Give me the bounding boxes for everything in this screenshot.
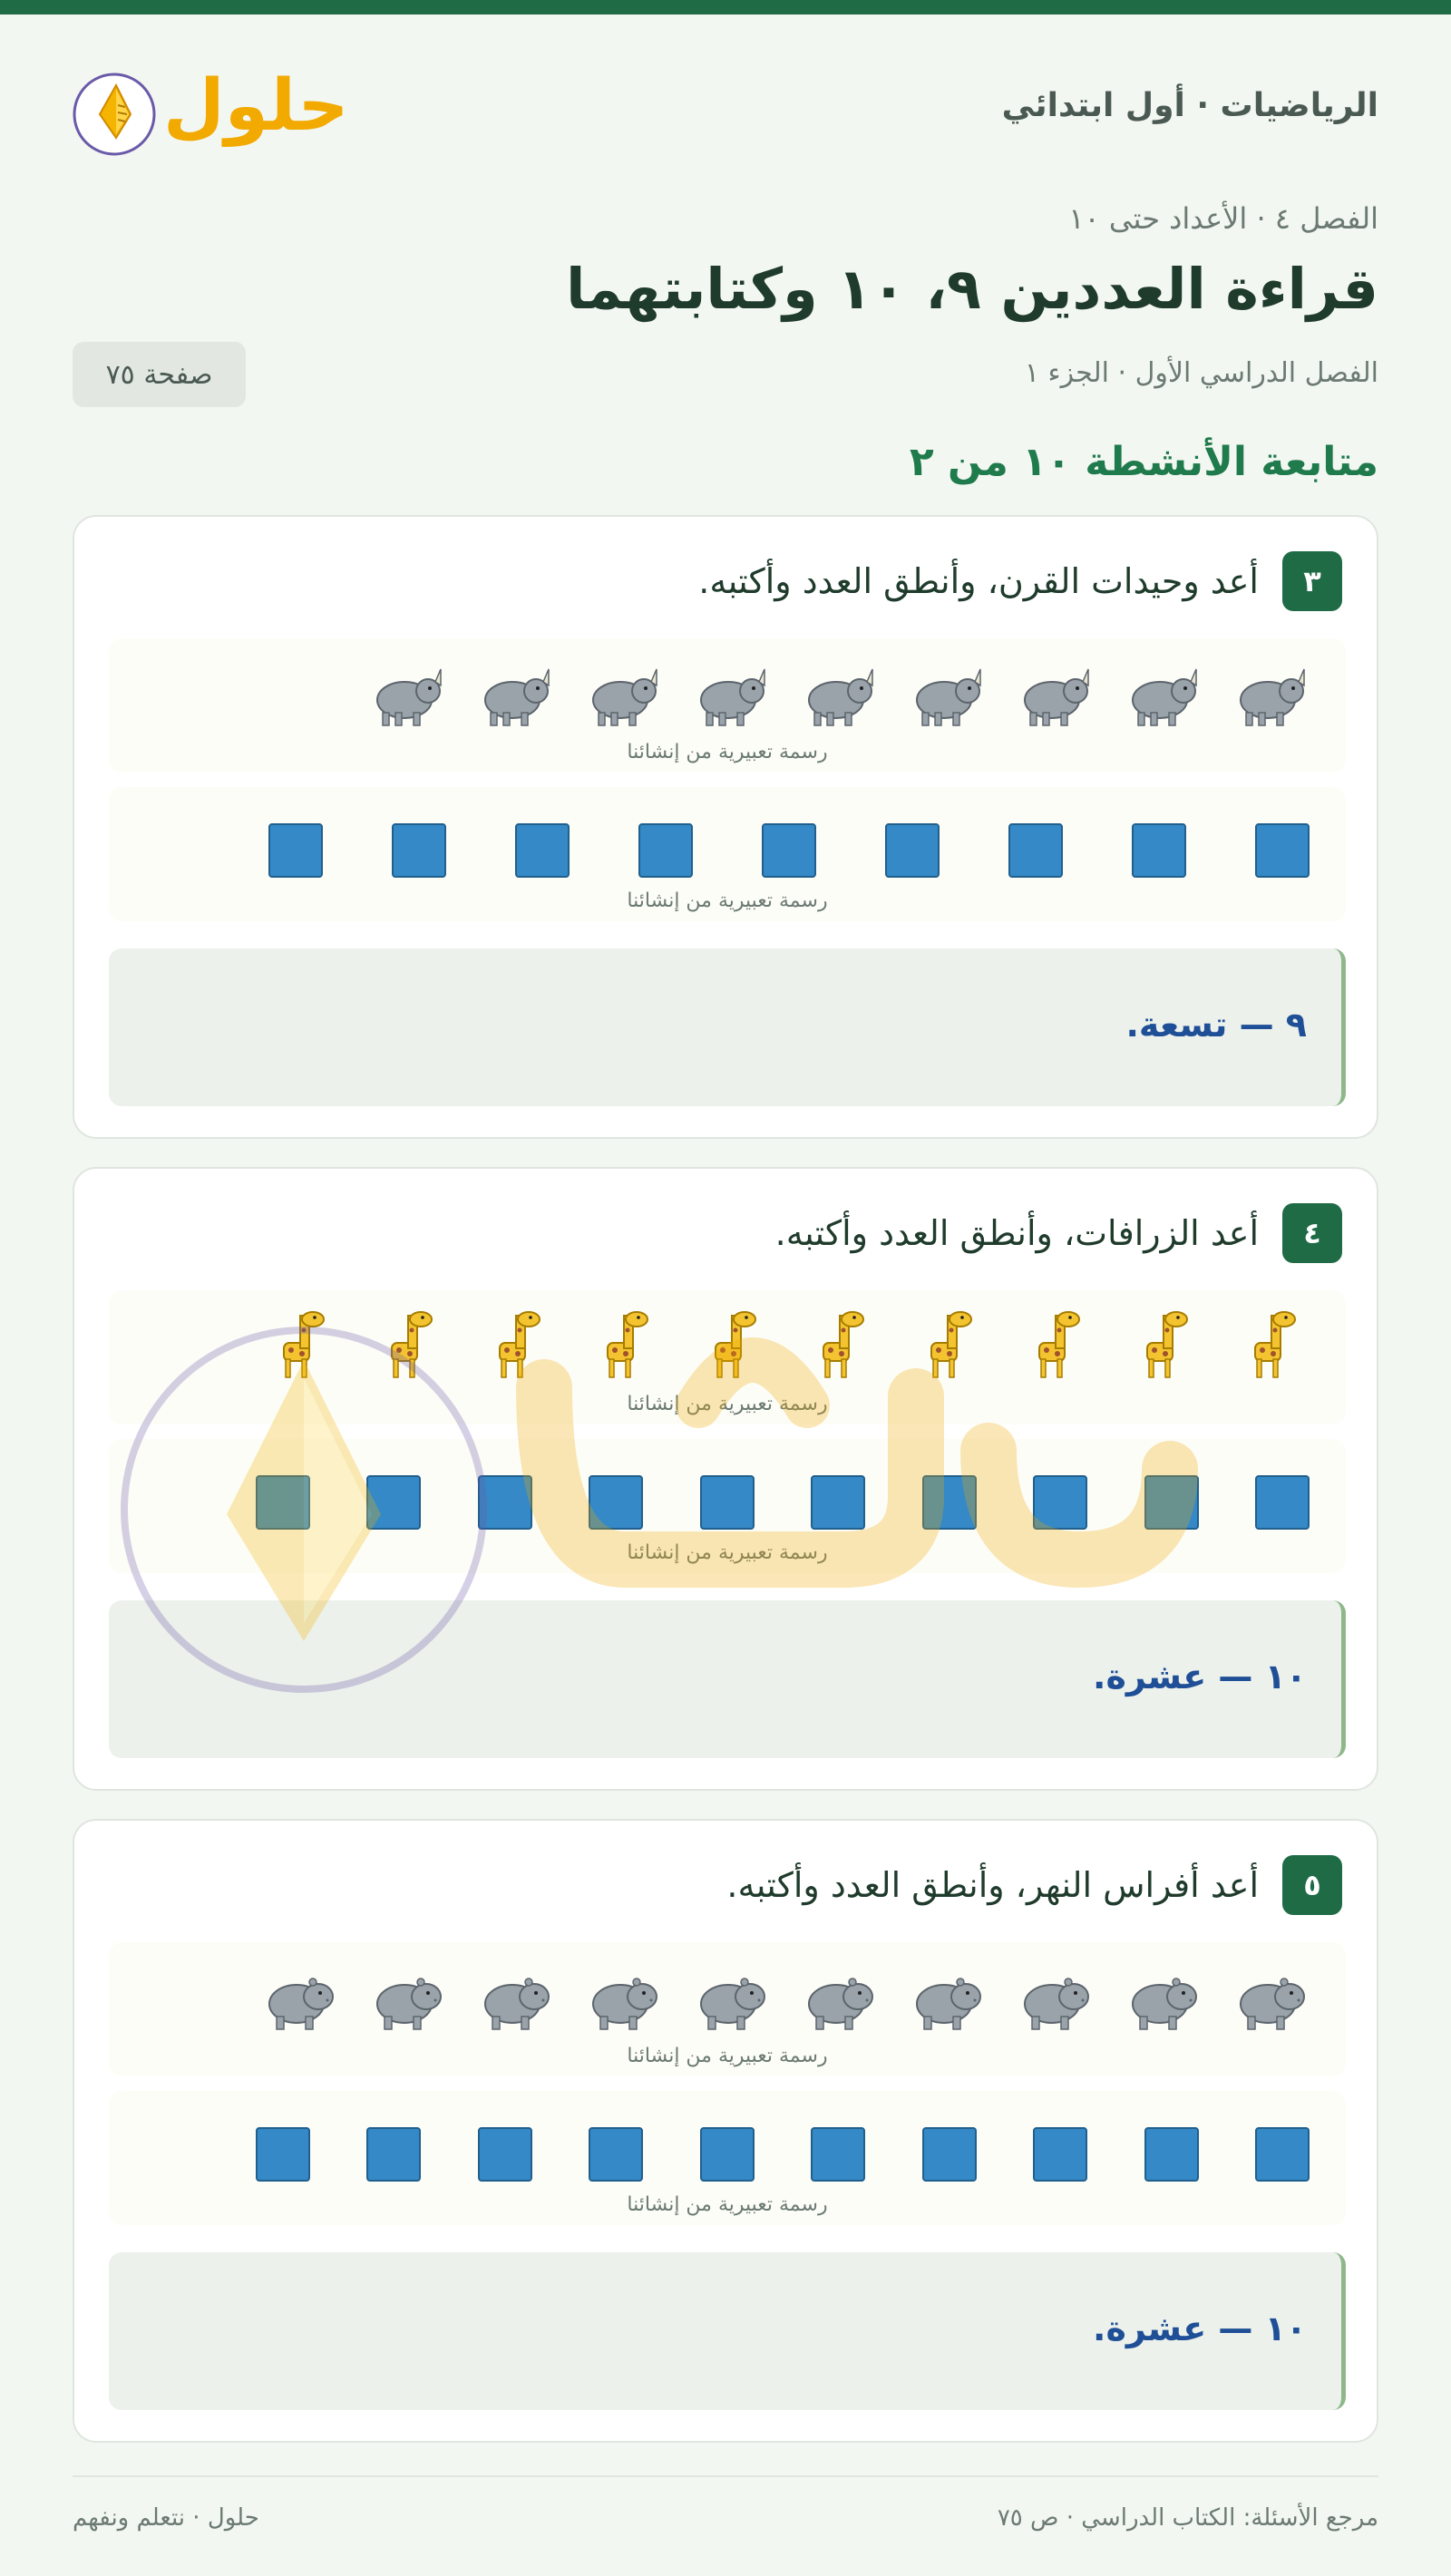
giraffe-icon	[908, 1307, 988, 1383]
question-number: ٥	[1282, 1855, 1342, 1915]
rhino-icon	[692, 655, 772, 731]
counter-square	[589, 1475, 643, 1530]
rhino-icon	[908, 655, 988, 731]
illustration-caption: رسمة تعبيرية من إنشائنا	[627, 741, 828, 763]
question-number: ٤	[1282, 1203, 1342, 1263]
counter-square	[1008, 823, 1063, 878]
rhino-icon	[800, 655, 880, 731]
rhino-icon	[368, 655, 448, 731]
counter-square	[256, 2127, 310, 2182]
question-header	[698, 551, 1342, 611]
animal-illustration-strip	[109, 638, 1346, 773]
giraffe-icon	[800, 1307, 880, 1383]
counter-square	[392, 823, 446, 878]
question-card	[73, 1819, 1378, 2443]
hippo-icon	[908, 1959, 988, 2035]
giraffe-icon	[476, 1307, 556, 1383]
counter-squares-strip	[109, 1439, 1346, 1573]
counter-square	[366, 1475, 421, 1530]
counter-square	[922, 1475, 977, 1530]
answer-box	[109, 948, 1346, 1106]
rhino-icon	[1016, 655, 1096, 731]
answer-box	[109, 2252, 1346, 2410]
counter-square	[256, 1475, 310, 1530]
hippo-icon	[1124, 1959, 1203, 2035]
footer-brand: حلول · نتعلم ونفهم	[73, 2504, 259, 2532]
giraffe-icon	[1016, 1307, 1096, 1383]
counter-square	[1033, 1475, 1087, 1530]
animal-row	[109, 1959, 1346, 2035]
giraffe-icon	[368, 1307, 448, 1383]
animal-row	[109, 1307, 1346, 1383]
answer-box	[109, 1600, 1346, 1758]
answer-text: ٩ — تسعة.	[1125, 1005, 1307, 1045]
giraffe-icon	[1232, 1307, 1311, 1383]
answer-text: ١٠ — عشرة.	[1093, 1657, 1307, 1696]
hippo-icon	[692, 1959, 772, 2035]
counter-square	[885, 823, 940, 878]
question-header	[726, 1855, 1342, 1915]
counter-square	[811, 2127, 865, 2182]
question-text: أعد وحيدات القرن، وأنطق العدد وأكتبه.	[698, 561, 1259, 601]
animal-illustration-strip	[109, 1942, 1346, 2076]
counter-squares-strip	[109, 2091, 1346, 2225]
counter-square	[1255, 823, 1310, 878]
rhino-icon	[1232, 655, 1311, 731]
page-number-badge: صفحة ٧٥	[73, 342, 246, 407]
footer-divider	[73, 2475, 1378, 2477]
counter-square	[922, 2127, 977, 2182]
hippo-icon	[368, 1959, 448, 2035]
counter-square	[811, 1475, 865, 1530]
counter-square	[478, 2127, 532, 2182]
counter-square	[762, 823, 816, 878]
counter-squares-row	[109, 1455, 1346, 1531]
question-header	[775, 1203, 1342, 1263]
counter-square	[515, 823, 570, 878]
counter-squares-row	[109, 2107, 1346, 2183]
answer-text: ١٠ — عشرة.	[1093, 2309, 1307, 2348]
hippo-icon	[260, 1959, 340, 2035]
hippo-icon	[1232, 1959, 1311, 2035]
hippo-icon	[800, 1959, 880, 2035]
counter-squares-strip	[109, 787, 1346, 921]
rhino-icon	[584, 655, 664, 731]
counter-square	[478, 1475, 532, 1530]
hippo-icon	[1016, 1959, 1096, 2035]
semester-label: الفصل الدراسي الأول · الجزء ١	[1024, 357, 1378, 389]
counter-square	[1033, 2127, 1087, 2182]
hippo-icon	[584, 1959, 664, 2035]
page-header	[73, 62, 1378, 161]
giraffe-icon	[584, 1307, 664, 1383]
counter-square	[1132, 823, 1186, 878]
rhino-icon	[476, 655, 556, 731]
counter-square	[1255, 2127, 1310, 2182]
question-text: أعد الزرافات، وأنطق العدد وأكتبه.	[774, 1213, 1259, 1253]
counter-square	[1255, 1475, 1310, 1530]
illustration-caption: رسمة تعبيرية من إنشائنا	[627, 1393, 828, 1415]
illustration-caption: رسمة تعبيرية من إنشائنا	[627, 2193, 828, 2216]
site-logo[interactable]	[73, 62, 349, 161]
question-number: ٣	[1282, 551, 1342, 611]
question-card	[73, 515, 1378, 1139]
illustration-caption: رسمة تعبيرية من إنشائنا	[627, 889, 828, 912]
counter-square	[638, 823, 693, 878]
chapter-label: الفصل ٤ · الأعداد حتى ١٠	[1068, 201, 1378, 236]
counter-square	[589, 2127, 643, 2182]
logo-text: حلول	[163, 65, 349, 147]
section-title: متابعة الأنشطة ١٠ من ٢	[909, 439, 1378, 485]
animal-illustration-strip	[109, 1290, 1346, 1424]
counter-squares-row	[109, 803, 1346, 880]
counter-square	[268, 823, 323, 878]
giraffe-icon	[1124, 1307, 1203, 1383]
counter-square	[366, 2127, 421, 2182]
top-accent-bar	[0, 0, 1451, 15]
question-text: أعد أفراس النهر، وأنطق العدد وأكتبه.	[726, 1865, 1259, 1905]
hippo-icon	[476, 1959, 556, 2035]
counter-square	[700, 2127, 755, 2182]
illustration-caption: رسمة تعبيرية من إنشائنا	[627, 1541, 828, 1564]
counter-square	[1144, 2127, 1199, 2182]
counter-square	[1144, 1475, 1199, 1530]
page-title: قراءة العددين ٩، ١٠ وكتابتهما	[566, 256, 1378, 322]
animal-row	[109, 655, 1346, 731]
rhino-icon	[1124, 655, 1203, 731]
giraffe-icon	[260, 1307, 340, 1383]
giraffe-icon	[692, 1307, 772, 1383]
counter-square	[700, 1475, 755, 1530]
subject-label: الرياضيات · أول ابتدائي	[1001, 87, 1378, 124]
question-card	[73, 1167, 1378, 1791]
footer-reference: مرجع الأسئلة: الكتاب الدراسي · ص ٧٥	[997, 2504, 1378, 2532]
illustration-caption: رسمة تعبيرية من إنشائنا	[627, 2045, 828, 2067]
